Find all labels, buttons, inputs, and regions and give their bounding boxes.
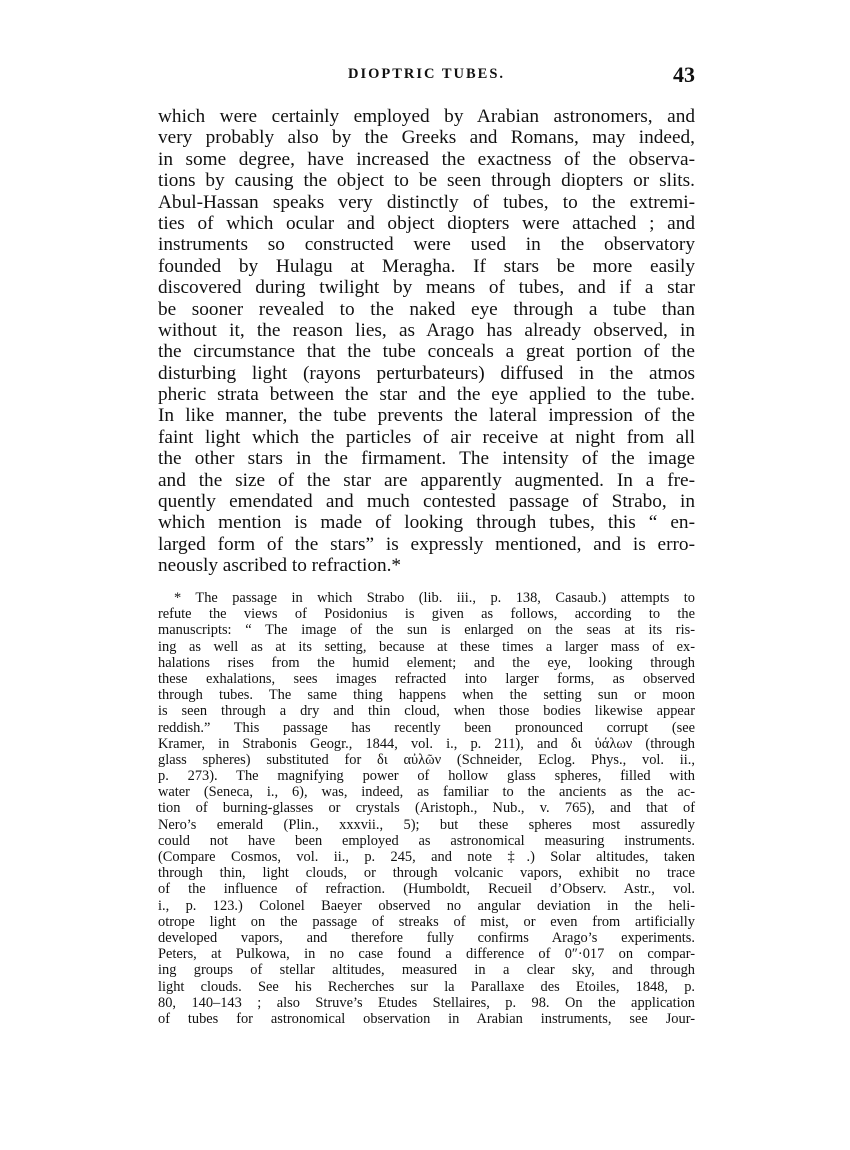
body-line: be sooner revealed to the naked eye through a tube than <box>158 298 695 320</box>
body-line: ties of which ocular and object diopters were attached ; and <box>158 212 695 234</box>
footnote-line: 80, 140–143 ; also Struve’s Etudes Stellaires, p. 98. On the application <box>158 994 695 1011</box>
footnote-line: ing groups of stellar altitudes, measured in a clear sky, and through <box>158 962 695 979</box>
footnote-line: reddish.” This passage has recently been pronounced corrupt (see <box>158 719 695 736</box>
footnote-line: refute the views of Posidonius is given as follows, according to the <box>158 606 695 623</box>
footnote-line: is seen through a dry and thin cloud, when those bodies likewise appear <box>158 703 695 720</box>
footnote-line: glass spheres) substituted for δι αὐλῶν (Schneider, Eclog. Phys., vol. ii., <box>158 751 695 768</box>
body-line: pheric strata between the star and the eye applied to the tube. <box>158 384 695 406</box>
footnote-line: could not have been employed as astronomical measuring instruments. <box>158 832 695 849</box>
body-line: discovered during twilight by means of tubes, and if a star <box>158 277 695 299</box>
footnote-line: (Compare Cosmos, vol. ii., p. 245, and note ‡.) Solar altitudes, taken <box>158 849 695 865</box>
body-line: larged form of the stars” is expressly mentioned, and is erro- <box>158 533 695 555</box>
footnote-line: of tubes for astronomical observation in Arabian instruments, see Jour- <box>158 1010 695 1027</box>
body-line: very probably also by the Greeks and Romans, may indeed, <box>158 127 695 149</box>
footnote-line: water (Seneca, i., 6), was, indeed, as familiar to the ancients as the ac- <box>158 784 695 801</box>
body-line: faint light which the particles of air receive at night from all <box>158 426 695 448</box>
body-line: the circumstance that the tube conceals a great portion of the <box>158 341 695 363</box>
page-number: 43 <box>673 62 695 87</box>
footnote-line: i., p. 123.) Colonel Baeyer observed no angular deviation in the heli- <box>158 897 695 914</box>
body-line: founded by Hulagu at Meragha. If stars be more easily <box>158 255 695 277</box>
footnote-line: ing as well as at its setting, because at these times a larger mass of ex- <box>158 638 695 655</box>
body-line: and the size of the star are apparently augmented. In a fre- <box>158 469 695 491</box>
footnote <box>158 590 695 1027</box>
footnote-line: Kramer, in Strabonis Geogr., 1844, vol. i., p. 211), and δι ὑάλων (through <box>158 735 695 752</box>
body-line: in some degree, have increased the exactness of the observa- <box>158 148 695 170</box>
footnote-line: halations rises from the humid element; and the eye, looking through <box>158 654 695 671</box>
footnote-line: manuscripts: “ The image of the sun is enlarged on the seas at its ris- <box>158 622 695 639</box>
body-line: In like manner, the tube prevents the lateral impression of the <box>158 405 695 427</box>
footnote-line: developed vapors, and therefore fully confirms Arago’s experiments. <box>158 929 695 946</box>
footnote-line: tion of burning-glasses or crystals (Aristoph., Nub., v. 765), and that of <box>158 800 695 817</box>
body-line: without it, the reason lies, as Arago has already observed, in <box>158 319 695 341</box>
body-line: instruments so constructed were used in the observatory <box>158 234 695 256</box>
footnote-line: of the influence of refraction. (Humboldt, Recueil d’Observ. Astr., vol. <box>158 881 695 898</box>
body-line: quently emendated and much contested passage of Strabo, in <box>158 491 695 513</box>
footnote-line: otrope light on the passage of streaks of mist, or even from artificially <box>158 913 695 930</box>
body-line: disturbing light (rayons perturbateurs) diffused in the atmos <box>158 362 695 384</box>
footnote-line: through thin, light clouds, or through volcanic vapors, exhibit no trace <box>158 865 695 882</box>
body-line: which mention is made of looking through tubes, this “ en- <box>158 512 695 534</box>
footnote-line: Nero’s emerald (Plin., xxxvii., 5); but these spheres most assuredly <box>158 816 695 833</box>
footnote-line: light clouds. See his Recherches sur la Parallaxe des Etoiles, 1848, p. <box>158 978 695 995</box>
running-head <box>158 62 695 92</box>
footnote-line: p. 273). The magnifying power of hollow glass spheres, filled with <box>158 768 695 785</box>
footnote-line: * The passage in which Strabo (lib. iii., p. 138, Casaub.) attempts to <box>174 590 695 606</box>
running-title: DIOPTRIC TUBES. <box>347 66 506 82</box>
footnote-line: these exhalations, sees images refracted into larger forms, as observed <box>158 670 695 687</box>
body-line: neously ascribed to refraction.* <box>158 555 402 577</box>
body-line: tions by causing the object to be seen through diopters or slits. <box>158 170 695 192</box>
body-paragraph <box>158 106 695 577</box>
footnote-line: Peters, at Pulkowa, in no case found a difference of 0″·017 on compar- <box>158 946 695 963</box>
body-line: Abul-Hassan speaks very distinctly of tubes, to the extremi- <box>158 191 695 213</box>
body-line: which were certainly employed by Arabian astronomers, and <box>158 106 695 127</box>
body-line: the other stars in the firmament. The intensity of the image <box>158 448 695 470</box>
footnote-line: through tubes. The same thing happens when the setting sun or moon <box>158 687 695 704</box>
